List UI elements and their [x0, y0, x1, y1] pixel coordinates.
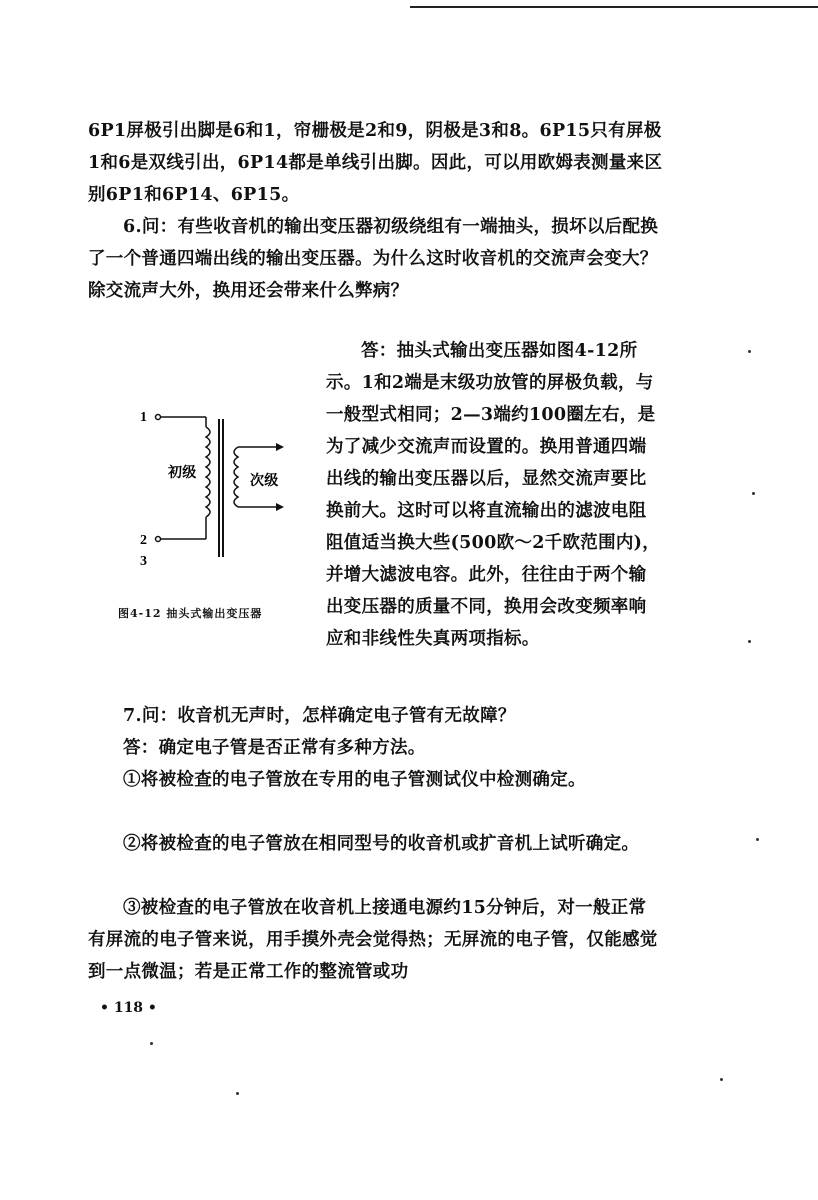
figure-4-12 — [88, 367, 326, 657]
method-2: ②将被检查的电子管放在相同型号的收音机或扩音机上试听确定。 — [123, 834, 640, 854]
terminal-2-label: 2 — [140, 533, 148, 548]
paragraph-6p1-pins: 6P1屏极引出脚是6和1，帘栅极是2和9，阴极是3和8。6P15只有屏极1和6是双线引出，6P14都是单线引出脚。因此，可以用欧姆表测量来区别6P1和6P14、6P15。 — [88, 121, 663, 205]
transformer-diagram — [88, 367, 326, 569]
question-6: 6.问：有些收音机的输出变压器初级绕组有一端抽头，损坏以后配换了一个普通四端出线的输出变压器。为什么这时收音机的交流声会变大？除交流声大外，换用还会带来什么弊病？ — [88, 217, 659, 301]
scan-speck — [236, 1092, 239, 1095]
scan-speck — [752, 492, 755, 495]
terminal-1-dot — [156, 415, 161, 420]
scan-speck — [748, 350, 751, 353]
output-arrow-top — [276, 443, 284, 451]
scan-speck — [150, 1042, 153, 1045]
secondary-winding — [234, 447, 238, 507]
method-1: ①将被检查的电子管放在专用的电子管测试仪中检测确定。 — [123, 770, 586, 790]
answer-6: 答：抽头式输出变压器如图4-12所示。1和2端是末级功放管的屏极负载，与一般型式相同；2—3端约100圈左右，是为了减少交流声而设置的。换用普通四端出线的输出变压器以后，显然交流声要比换前大。这时可以将直流输出的滤波电阻阻值适当换大些(500欧～2千欧范围内)，并增大滤波电容。此外，往往由于两个输出变压器的质量不同，换用会改变频率响应和非线性失真两项指标。 — [326, 341, 661, 649]
primary-label: 初级 — [168, 465, 197, 481]
terminal-3-label: 3 — [140, 554, 148, 569]
terminal-2-dot — [156, 537, 161, 542]
method-3: ③被检查的电子管放在收音机上接通电源约15分钟后，对一般正常有屏流的电子管来说，用手摸外壳会觉得热；无屏流的电子管，仅能感觉到一点微温；若是正常工作的整流管或功 — [88, 898, 658, 982]
scan-speck — [756, 838, 759, 841]
secondary-label: 次级 — [250, 473, 279, 489]
terminal-1-label: 1 — [140, 410, 148, 425]
primary-winding — [206, 427, 210, 517]
page-number: • 118 • — [100, 1000, 157, 1016]
top-rule — [410, 6, 818, 8]
scan-speck — [748, 640, 751, 643]
answer-6-section — [88, 335, 663, 657]
scan-speck — [720, 1078, 723, 1081]
figure-caption: 图4-12 抽头式输出变压器 — [118, 607, 263, 620]
output-arrow-bottom — [276, 503, 284, 511]
answer-7-intro: 答：确定电子管是否正常有多种方法。 — [123, 738, 426, 758]
question-7: 7.问：收音机无声时，怎样确定电子管有无故障？ — [123, 706, 516, 726]
